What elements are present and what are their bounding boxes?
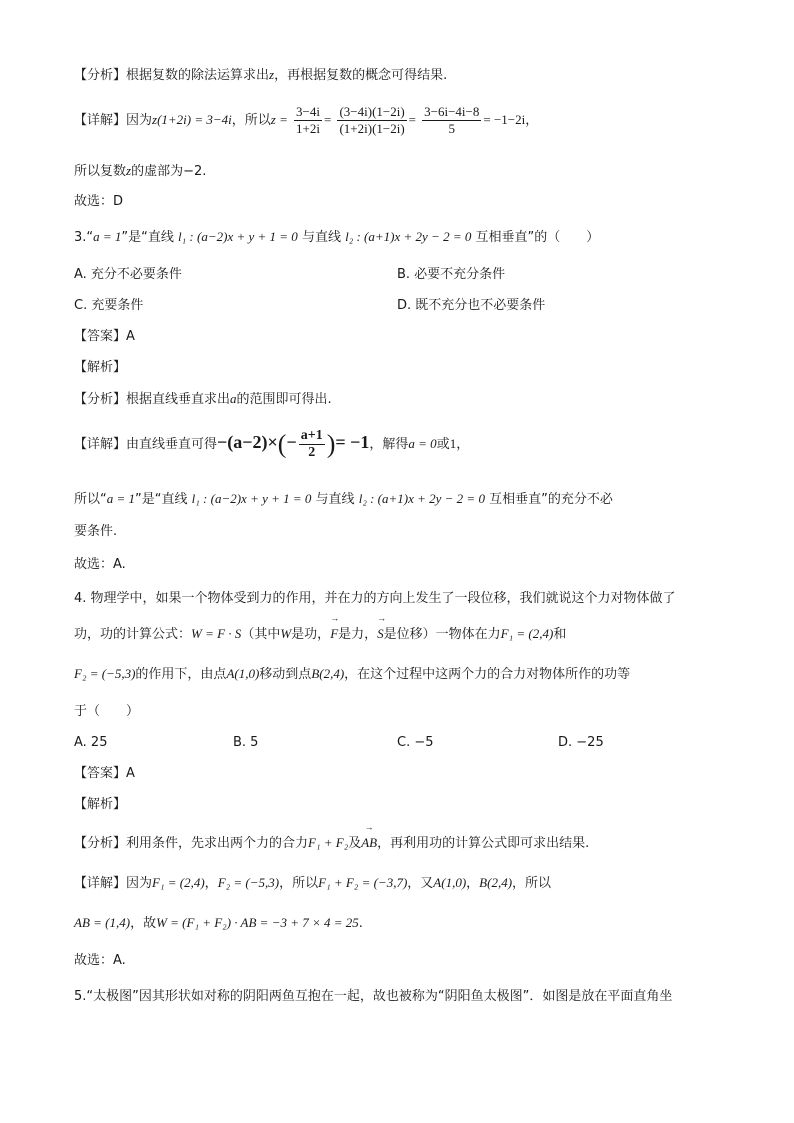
q4-answer: 故选：A. [74, 953, 126, 968]
q4-option-d: D. −25 [558, 735, 604, 750]
point-b: B(2,4) [311, 666, 345, 681]
q2-detail: 【详解】因为z(1+2i) = 3−4i，所以z = $\frac{3-4i}{1+2i}$ = $\frac{(3-4i)(1-2i)}{(1+2i)(1-2i)}$ = $\frac{3-6i-4i-8}{5}$ = −1−2i， [74, 104, 539, 136]
fraction-3: $\frac{3-6i-4i-8}{5}$ [424, 104, 480, 136]
q3-option-a: A. 充分不必要条件 [74, 267, 182, 282]
q4-stem-3: F₂ = (−5,3)的作用下，由点A(1,0)移动到点B(2,4)，在这个过程中这两个力的合力对物体所作的功等 [74, 666, 631, 682]
q3-analysis: 【分析】根据直线垂直求出a的范围即可得出. [74, 391, 332, 407]
q3-detail: 【详解】由直线垂直可得−(a−2)×(− $\frac{a+1}{2}$ )= −1，解得a = 0或1， [74, 428, 470, 460]
q2-answer: 故选：D [74, 194, 124, 209]
q2-conclusion: 所以复数z的虚部为−2. [74, 163, 207, 179]
q3-stem: 3.“a = 1”是“直线 l₁ : (a−2)x + y + 1 = 0 与直线 l₂ : (a+1)x + 2y − 2 = 0 互相垂直”的（ ） [74, 229, 600, 245]
q4-option-c: C. −5 [397, 735, 434, 750]
q3-explain-tag: 【解析】 [74, 360, 127, 375]
q4-option-a: A. 25 [74, 735, 108, 750]
force-f1: F₁ = (2,4) [500, 626, 554, 641]
eq-given: z(1+2i) = 3−4i [152, 112, 232, 127]
force-f2: F₂ = (−5,3) [74, 666, 136, 681]
fraction-a-plus-1: $\frac{a+1}{2}$ [300, 428, 323, 460]
point-a: A(1,0) [226, 666, 260, 681]
q4-option-b: B. 5 [233, 735, 259, 750]
line-l2: l₂ : (a+1)x + 2y − 2 = 0 [345, 229, 472, 244]
work-formula: W = F · S [191, 626, 242, 641]
q3-conclusion-2: 要条件. [74, 524, 118, 539]
q4-stem-1: 4. 物理学中，如果一个物体受到力的作用，并在力的方向上发生了一段位移，我们就说这个力对物体做了 [74, 591, 676, 606]
q4-stem-2: 功，功的计算公式：W = F · S（其中W是功，→ F是力，→ S是位移）一物体在力F₁ = (2,4)和 [74, 625, 566, 644]
q4-detail-1: 【详解】因为F₁ = (2,4)，F₂ = (−5,3)，所以F₁ + F₂ = (−3,7)，又A(1,0)，B(2,4)，所以 [74, 875, 552, 891]
q3-option-b: B. 必要不充分条件 [397, 267, 506, 282]
q4-analysis: 【分析】利用条件，先求出两个力的合力F₁ + F₂及→ AB，再利用功的计算公式即可求出结果. [74, 834, 589, 853]
line-l1: l₁ : (a−2)x + y + 1 = 0 [178, 229, 298, 244]
fraction-1: $\frac{3-4i}{1+2i}$ [296, 104, 320, 136]
q2-analysis: 【分析】根据复数的除法运算求出z，再根据复数的概念可得结果. [74, 67, 448, 83]
q3-answer: 故选：A. [74, 557, 126, 572]
var-z: z [269, 67, 275, 82]
q4-stem-4: 于（ ） [74, 704, 140, 719]
q4-answer-tag: 【答案】A [74, 766, 135, 781]
q3-option-d: D. 既不充分也不必要条件 [397, 298, 546, 313]
q3-conclusion-1: 所以“a = 1”是“直线 l₁ : (a−2)x + y + 1 = 0 与直线 l₂ : (a+1)x + 2y − 2 = 0 互相垂直”的充分不必 [74, 491, 613, 507]
q3-option-c: C. 充要条件 [74, 298, 144, 313]
q4-detail-2: AB = (1,4)，故W = (F₁ + F₂) · AB = −3 + 7 × 4 = 25. [74, 915, 363, 931]
q3-answer-tag: 【答案】A [74, 329, 135, 344]
q4-explain-tag: 【解析】 [74, 797, 127, 812]
q5-stem: 5.“太极图”因其形状如对称的阴阳两鱼互抱在一起，故也被称为“阴阳鱼太极图”．如图是放在平面直角坐 [74, 989, 673, 1004]
fraction-2: $\frac{(3-4i)(1-2i)}{(1+2i)(1-2i)}$ [339, 104, 405, 136]
